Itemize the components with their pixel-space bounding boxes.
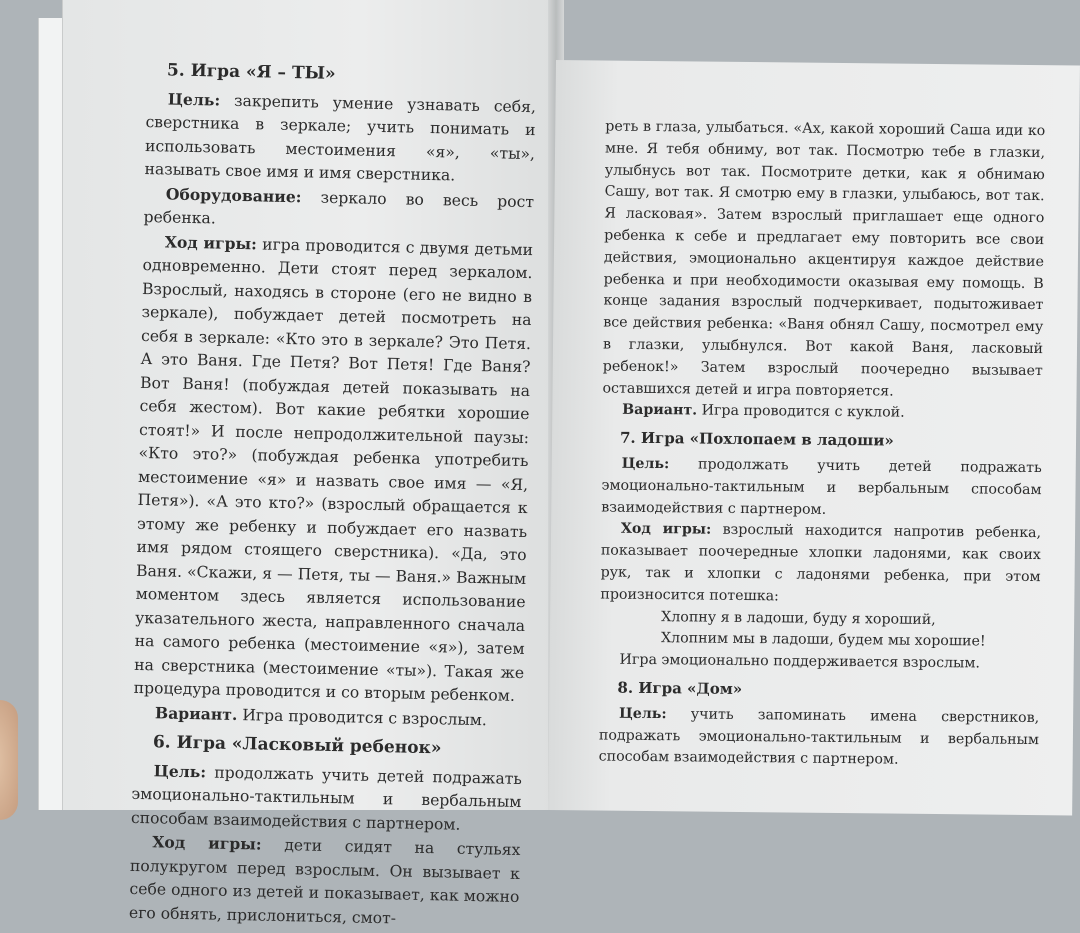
right-page-text bbox=[599, 117, 1046, 774]
game-7-course: Ход игры: взрослый находится напротив ребенка, показывает поочередные хлопки ладонями, как своих рук, так и хлопки с ладонями ребенка, при этом произносится потешка: bbox=[600, 521, 1042, 605]
reader-thumb bbox=[0, 700, 18, 820]
right-page bbox=[548, 60, 1080, 815]
heading-game-5: 5. Игра «Я – ТЫ» bbox=[166, 60, 336, 84]
game-7-support: Игра эмоционально поддерживается взрослым. bbox=[619, 651, 981, 672]
game-6-course: Ход игры: дети сидят на стульях полукругом перед взрослым. Он вызывает к себе одного из детей и показывает, как можно его обнять, прислониться, смот- bbox=[128, 832, 521, 927]
game-6-variant: Вариант. Игра проводится с куклой. bbox=[622, 402, 905, 422]
heading-game-8: 8. Игра «Дом» bbox=[617, 678, 743, 698]
game-5-course: Ход игры: игра проводится с двумя детьми одновременно. Дети стоят перед зеркалом. Взрослый, находясь в стороне (его не видно в зеркале), побуждает детей посмотреть на себя в зеркале: «Кто это в зеркале? Это Петя. А это Ваня. Где Петя? Вот Петя! Где Ваня? Вот Ваня! (побуждая детей показывать на себя жестом). Вот какие ребятки хорошие стоят!» И после непродолжительной паузы: «Кто это?» (побуждая ребенка употребить местоимение «я» и назвать свое имя — «Я, Петя»). «А это кто?» (взрослый обращается к этому же ребенку и побуждает его назвать имя рядом стоящего сверстника). «Да, это Ваня. «Скажи, я — Петя, ты — Ваня.» Важным моментом здесь является использование указательного жеста, направленного сначала на самого ребенка (местоимение «я»), затем на сверстника (местоимение «ты»). Такая же процедура проводится и со вторым ребенком. bbox=[133, 231, 534, 705]
left-page-text bbox=[129, 53, 537, 933]
heading-game-6: 6. Игра «Ласковый ребенок» bbox=[152, 732, 442, 759]
game-8-goal: Цель: учить запоминать имена сверстников, подражать эмоционально-тактильным и вербальным способам взаимодействия с партнером. bbox=[598, 705, 1040, 768]
heading-game-7: 7. Игра «Похлопаем в ладоши» bbox=[619, 428, 894, 450]
game-5-equipment: Оборудование: зеркало во весь рост ребенка. bbox=[143, 183, 535, 228]
game-6-goal: Цель: продолжать учить детей подражать эмоционально-тактильным и вербальным способам взаимодействия с партнером. bbox=[130, 760, 523, 834]
rhyme-line-1: Хлопну я в ладоши, буду я хороший, bbox=[661, 608, 936, 628]
left-page bbox=[62, 0, 563, 927]
game-5-goal: Цель: закрепить умение узнавать себя, сверстника в зеркале; учить понимать и использовать местоимения «я», «ты», называть свое имя и имя сверстника. bbox=[144, 88, 537, 185]
game-7-goal: Цель: продолжать учить детей подражать эмоционально-тактильным и вербальным способам взаимодействия с партнером. bbox=[601, 455, 1042, 518]
game-6-course-continued: реть в глаза, улыбаться. «Ах, какой хороший Саша иди ко мне. Я тебя обниму, вот так. Посмотрю тебе в глазки, улыбнусь вот так. Посмотрите детки, как я обнимаю Сашу, вот так. Я смотрю ему в глазки, улыбаюсь, вот так. Я ласковая». Затем взрослый приглашает еще одного ребенка к себе и предлагает ему повторить все свои действия, эмоционально акцентируя каждое действие ребенка и при необходимости оказывая ему помощь. В конце задания взрослый подчеркивает, подытоживает все действия ребенка: «Ваня обнял Сашу, посмотрел ему в глазки, улыбнулся. Вот какой Ваня, ласковый ребенок!» Затем взрослый поочередно вызывает оставшихся детей и игра повторяется. bbox=[602, 118, 1046, 400]
rhyme-line-2: Хлопним мы в ладоши, будем мы хорошие! bbox=[660, 630, 986, 650]
game-5-variant: Вариант. Игра проводится с взрослым. bbox=[154, 702, 488, 729]
